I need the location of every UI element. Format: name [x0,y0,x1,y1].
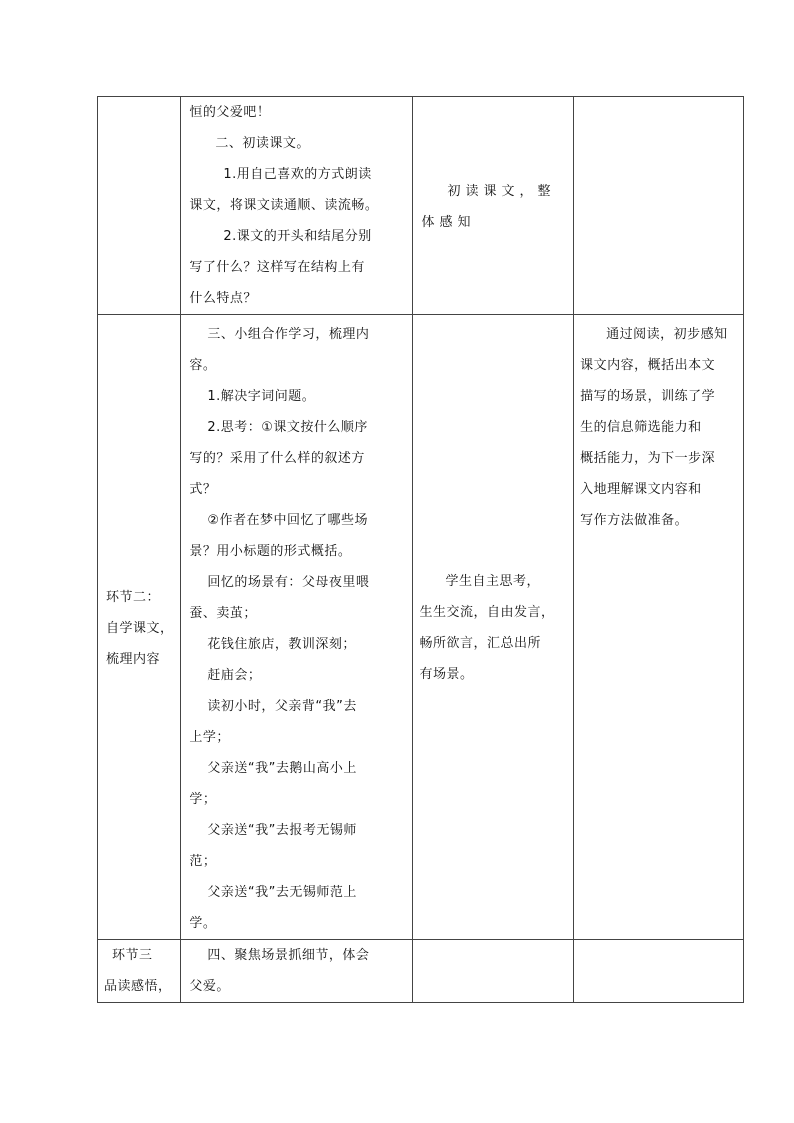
content-line: 上学； [189,730,230,745]
content-line: 容。 [189,358,217,373]
content-line: 1.用自己喜欢的方式朗读 [223,167,372,182]
content-line: 二、初读课文。 [215,136,310,151]
intent-line: 写作方法做准备。 [580,513,689,528]
stage-cell [98,315,181,940]
table-row [98,940,744,1003]
table-row [98,97,744,315]
content-cell [181,940,413,1003]
student-line: 有场景。 [419,667,474,682]
content-line: 写的？采用了什么样的叙述方 [189,451,365,466]
content-line: 三、小组合作学习，梳理内 [207,327,370,342]
content-cell [181,315,413,940]
stage-cell [98,97,181,315]
content-line: 学。 [189,916,217,931]
content-line: 恒的父爱吧！ [189,105,271,120]
content-line: 蚕、卖茧； [189,606,257,621]
intent-line: 课文内容，概括出本文 [580,358,716,373]
student-line: 体感知 [421,214,476,230]
content-line: 1.解决字词问题。 [207,389,316,404]
student-line: 学生自主思考， [445,574,540,589]
stage-line: 梳理内容 [106,651,161,667]
content-line: 式？ [189,482,217,497]
stage-line: 品读感悟， [104,979,172,994]
content-line: 2.课文的开头和结尾分别 [223,229,372,244]
intent-cell [574,97,744,315]
intent-line: 描写的场景，训练了学 [580,389,716,404]
content-line: 课文，将课文读通顺、读流畅。 [189,198,379,213]
content-line: 花钱住旅店，教训深刻； [207,637,356,652]
content-line: 四、聚焦场景抓细节，体会 [207,948,370,963]
intent-line: 生的信息筛选能力和 [580,420,702,435]
content-line: ②作者在梦中回忆了哪些场 [207,513,369,528]
content-line: 2.思考：①课文按什么顺序 [207,420,368,435]
student-activity-cell [413,940,574,1003]
table-row [98,315,744,940]
content-line: 父亲送“我”去无锡师范上 [207,885,357,900]
stage-line: 自学课文， [106,620,174,636]
content-line: 回忆的场景有：父母夜里喂 [207,575,370,590]
student-line: 畅所欲言，汇总出所 [419,636,541,651]
stage-line: 环节二： [106,589,161,605]
intent-cell [574,315,744,940]
student-line: 初读课文，整 [447,183,556,199]
content-line: 读初小时，父亲背“我”去 [207,699,357,714]
intent-cell [574,940,744,1003]
student-activity-cell [413,315,574,940]
student-line: 生生交流，自由发言， [419,605,555,620]
content-line: 写了什么？这样写在结构上有 [189,260,365,275]
content-line: 范； [189,854,217,869]
stage-line: 环节三 [112,948,153,963]
lesson-plan-table [97,96,744,1003]
content-line: 学； [189,792,217,807]
content-line: 父爱。 [189,979,230,994]
intent-line: 入地理解课文内容和 [580,482,702,497]
intent-line: 概括能力，为下一步深 [580,451,716,466]
content-line: 景？用小标题的形式概括。 [189,544,352,559]
content-cell [181,97,413,315]
content-line: 父亲送“我”去报考无锡师 [207,823,357,838]
content-line: 父亲送“我”去鹅山高小上 [207,761,357,776]
content-line: 什么特点？ [189,291,257,306]
intent-line: 通过阅读，初步感知 [606,327,728,342]
content-line: 赶庙会； [207,668,262,683]
stage-cell [98,940,181,1003]
student-activity-cell [413,97,574,315]
